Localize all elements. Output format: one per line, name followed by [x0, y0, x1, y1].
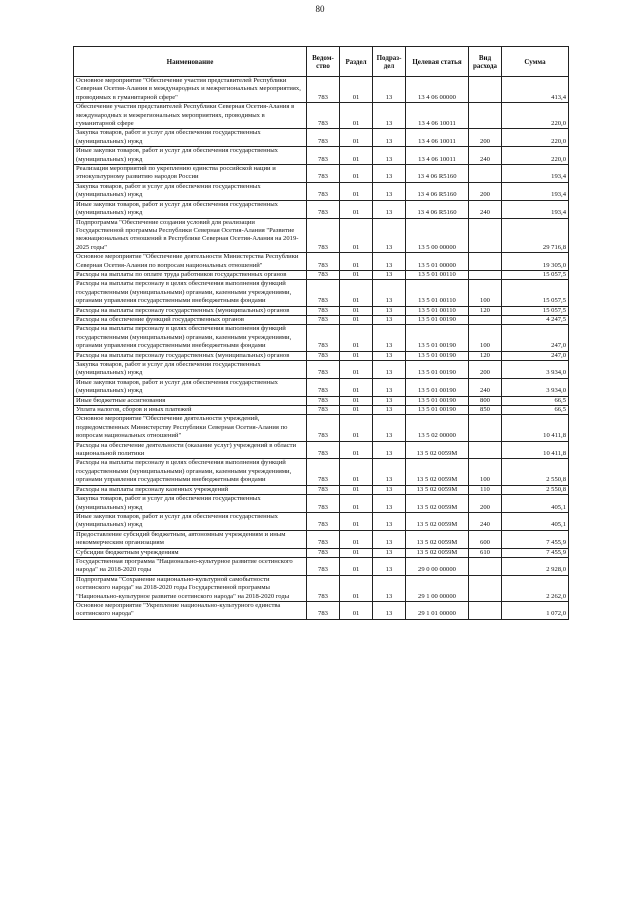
cell-target: 13 4 06 10011: [406, 147, 469, 165]
table-row: [74, 103, 569, 129]
cell-name: Расходы на обеспечение функций государственных органов: [74, 315, 307, 324]
cell-section: 01: [340, 147, 373, 165]
cell-subsection: 13: [373, 200, 406, 218]
cell-dept: 783: [307, 147, 340, 165]
cell-subsection: 13: [373, 129, 406, 147]
table-row: [74, 129, 569, 147]
cell-section: 01: [340, 306, 373, 315]
cell-exptype: 610: [469, 548, 502, 557]
table-row: [74, 495, 569, 513]
cell-dept: 783: [307, 306, 340, 315]
cell-dept: 783: [307, 325, 340, 351]
cell-target: 13 5 01 00190: [406, 315, 469, 324]
cell-section: 01: [340, 485, 373, 494]
table-row: [74, 77, 569, 103]
table-row: [74, 512, 569, 530]
cell-subsection: 13: [373, 485, 406, 494]
cell-name: Расходы на выплаты персоналу в целях обеспечения выполнения функций государственными (муниципальными) органами, казенными учреждениями, органами управления государственными внебюджетными фондами: [74, 325, 307, 351]
cell-section: 01: [340, 406, 373, 415]
cell-target: 13 5 02 0059М: [406, 530, 469, 548]
cell-sum: 15 057,5: [502, 306, 569, 315]
cell-name: Расходы на выплаты персоналу государственных (муниципальных) органов: [74, 306, 307, 315]
cell-name: Реализация мероприятий по укреплению единства российской нации и этнокультурному развитию народов России: [74, 165, 307, 183]
cell-sum: 66,5: [502, 396, 569, 405]
cell-dept: 783: [307, 200, 340, 218]
cell-name: Расходы на выплаты персоналу казенных учреждений: [74, 485, 307, 494]
header-target: Целевая статья: [406, 47, 469, 77]
cell-dept: 783: [307, 270, 340, 279]
cell-name: Субсидии бюджетным учреждениям: [74, 548, 307, 557]
cell-sum: 4 247,5: [502, 315, 569, 324]
cell-target: 29 1 00 00000: [406, 575, 469, 601]
cell-section: 01: [340, 77, 373, 103]
table-row: [74, 315, 569, 324]
cell-sum: 2 550,8: [502, 459, 569, 485]
cell-subsection: 13: [373, 351, 406, 360]
cell-name: Иные закупки товаров, работ и услуг для обеспечения государственных (муниципальных) нужд: [74, 512, 307, 530]
table-body: [74, 77, 569, 620]
cell-target: 13 5 02 0059М: [406, 495, 469, 513]
cell-exptype: [469, 575, 502, 601]
cell-dept: 783: [307, 495, 340, 513]
cell-section: 01: [340, 415, 373, 441]
cell-dept: 783: [307, 485, 340, 494]
cell-target: 13 5 01 00190: [406, 378, 469, 396]
table-row: [74, 200, 569, 218]
cell-section: 01: [340, 165, 373, 183]
cell-sum: 193,4: [502, 182, 569, 200]
cell-sum: 7 455,9: [502, 530, 569, 548]
cell-target: 13 5 01 00190: [406, 406, 469, 415]
cell-subsection: 13: [373, 512, 406, 530]
cell-exptype: 240: [469, 147, 502, 165]
cell-exptype: [469, 315, 502, 324]
cell-subsection: 13: [373, 182, 406, 200]
cell-name: Основное мероприятие "Обеспечение участия представителей Республики Северная Осетия-Алания в международных и межрегиональных мероприятиях, проводимых в гуманитарной сфере": [74, 77, 307, 103]
cell-sum: 7 455,9: [502, 548, 569, 557]
cell-target: 13 5 02 0059М: [406, 441, 469, 459]
cell-name: Уплата налогов, сборов и иных платежей: [74, 406, 307, 415]
cell-section: 01: [340, 103, 373, 129]
cell-name: Расходы на обеспечение деятельности (оказание услуг) учреждений в области национальной политики: [74, 441, 307, 459]
cell-exptype: 120: [469, 306, 502, 315]
cell-exptype: [469, 270, 502, 279]
cell-exptype: 240: [469, 200, 502, 218]
cell-exptype: 240: [469, 378, 502, 396]
cell-subsection: 13: [373, 601, 406, 619]
cell-name: Подпрограмма "Обеспечение создания условий для реализации Государственной программы Республики Северная Осетия-Алания "Развитие межнациональных отношений в Республике Северная Осетия-Алания на 2019-2025 годы": [74, 218, 307, 253]
cell-sum: 3 934,0: [502, 378, 569, 396]
cell-section: 01: [340, 575, 373, 601]
cell-exptype: [469, 77, 502, 103]
cell-subsection: 13: [373, 575, 406, 601]
cell-section: 01: [340, 601, 373, 619]
cell-name: Государственная программа "Национально-культурное развитие осетинского народа" на 2018-2020 годы: [74, 557, 307, 575]
cell-subsection: 13: [373, 361, 406, 379]
table-row: [74, 218, 569, 253]
cell-target: 29 1 01 00000: [406, 601, 469, 619]
cell-section: 01: [340, 441, 373, 459]
cell-dept: 783: [307, 575, 340, 601]
cell-target: 13 5 01 00190: [406, 396, 469, 405]
cell-dept: 783: [307, 182, 340, 200]
cell-target: 13 4 06 00000: [406, 77, 469, 103]
cell-exptype: 200: [469, 129, 502, 147]
cell-exptype: 850: [469, 406, 502, 415]
table-row: [74, 459, 569, 485]
table-row: [74, 253, 569, 271]
cell-dept: 783: [307, 129, 340, 147]
cell-section: 01: [340, 218, 373, 253]
cell-sum: 2 928,0: [502, 557, 569, 575]
header-row: [74, 47, 569, 77]
cell-dept: 783: [307, 415, 340, 441]
cell-target: 13 5 01 00110: [406, 280, 469, 306]
cell-section: 01: [340, 396, 373, 405]
cell-target: 13 5 01 00190: [406, 351, 469, 360]
cell-exptype: 240: [469, 512, 502, 530]
cell-dept: 783: [307, 280, 340, 306]
cell-target: 13 5 02 00000: [406, 415, 469, 441]
table-row: [74, 530, 569, 548]
cell-name: Иные закупки товаров, работ и услуг для обеспечения государственных (муниципальных) нужд: [74, 147, 307, 165]
cell-exptype: 110: [469, 485, 502, 494]
table-row: [74, 361, 569, 379]
cell-subsection: 13: [373, 147, 406, 165]
page-number: 80: [315, 4, 325, 14]
cell-subsection: 13: [373, 165, 406, 183]
table-row: [74, 378, 569, 396]
cell-section: 01: [340, 351, 373, 360]
cell-dept: 783: [307, 378, 340, 396]
cell-target: 13 5 02 0059М: [406, 512, 469, 530]
cell-exptype: 200: [469, 495, 502, 513]
cell-exptype: 800: [469, 396, 502, 405]
cell-dept: 783: [307, 441, 340, 459]
cell-section: 01: [340, 200, 373, 218]
cell-dept: 783: [307, 396, 340, 405]
cell-section: 01: [340, 548, 373, 557]
cell-section: 01: [340, 280, 373, 306]
cell-section: 01: [340, 530, 373, 548]
table-row: [74, 601, 569, 619]
cell-sum: 413,4: [502, 77, 569, 103]
header-subsection: Подраз-дел: [373, 47, 406, 77]
table-row: [74, 306, 569, 315]
cell-section: 01: [340, 361, 373, 379]
cell-subsection: 13: [373, 378, 406, 396]
cell-subsection: 13: [373, 280, 406, 306]
header-name: Наименование: [74, 47, 307, 77]
table-row: [74, 415, 569, 441]
cell-sum: 405,1: [502, 512, 569, 530]
cell-section: 01: [340, 315, 373, 324]
cell-name: Предоставление субсидий бюджетным, автономным учреждениям и иным некоммерческим организациям: [74, 530, 307, 548]
header-exptype: Вид расхода: [469, 47, 502, 77]
cell-exptype: 600: [469, 530, 502, 548]
table-row: [74, 548, 569, 557]
cell-exptype: 200: [469, 361, 502, 379]
cell-subsection: 13: [373, 218, 406, 253]
cell-target: 29 0 00 00000: [406, 557, 469, 575]
table-row: [74, 182, 569, 200]
cell-name: Иные закупки товаров, работ и услуг для обеспечения государственных (муниципальных) нужд: [74, 378, 307, 396]
cell-sum: 220,0: [502, 147, 569, 165]
cell-subsection: 13: [373, 495, 406, 513]
cell-name: Закупка товаров, работ и услуг для обеспечения государственных (муниципальных) нужд: [74, 361, 307, 379]
cell-target: 13 4 06 R5160: [406, 182, 469, 200]
cell-exptype: [469, 103, 502, 129]
cell-name: Подпрограмма "Сохранение национально-культурной самобытности осетинского народа" на 2018-2020 годы Государственной программы "Национально-культурное развитие осетинского народа" на 2018-2020 годы: [74, 575, 307, 601]
cell-sum: 10 411,8: [502, 441, 569, 459]
cell-exptype: [469, 601, 502, 619]
table-row: [74, 351, 569, 360]
cell-exptype: [469, 441, 502, 459]
cell-exptype: 200: [469, 182, 502, 200]
cell-name: Расходы на выплаты персоналу в целях обеспечения выполнения функций государственными (муниципальными) органами, казенными учреждениями, органами управления государственными внебюджетными фондами: [74, 459, 307, 485]
cell-dept: 783: [307, 253, 340, 271]
cell-exptype: 100: [469, 459, 502, 485]
cell-dept: 783: [307, 459, 340, 485]
cell-dept: 783: [307, 557, 340, 575]
table-row: [74, 280, 569, 306]
cell-name: Расходы на выплаты по оплате труда работников государственных органов: [74, 270, 307, 279]
header-dept: Ведом-ство: [307, 47, 340, 77]
cell-subsection: 13: [373, 77, 406, 103]
cell-sum: 2 262,0: [502, 575, 569, 601]
cell-subsection: 13: [373, 396, 406, 405]
cell-subsection: 13: [373, 103, 406, 129]
cell-target: 13 5 00 00000: [406, 218, 469, 253]
table-row: [74, 575, 569, 601]
cell-exptype: 100: [469, 280, 502, 306]
header-sum: Сумма: [502, 47, 569, 77]
cell-sum: 220,0: [502, 103, 569, 129]
cell-sum: 15 057,5: [502, 280, 569, 306]
cell-dept: 783: [307, 512, 340, 530]
table-row: [74, 396, 569, 405]
table-row: [74, 325, 569, 351]
cell-exptype: 100: [469, 325, 502, 351]
cell-sum: 29 716,8: [502, 218, 569, 253]
table-row: [74, 165, 569, 183]
cell-name: Основное мероприятие "Обеспечение деятельности Министерства Республики Северная Осетия-Алания по вопросам национальных отношений": [74, 253, 307, 271]
cell-subsection: 13: [373, 530, 406, 548]
cell-target: 13 5 02 0059М: [406, 548, 469, 557]
cell-dept: 783: [307, 351, 340, 360]
cell-name: Закупка товаров, работ и услуг для обеспечения государственных (муниципальных) нужд: [74, 495, 307, 513]
cell-name: Расходы на выплаты персоналу государственных (муниципальных) органов: [74, 351, 307, 360]
cell-sum: 405,1: [502, 495, 569, 513]
table-row: [74, 406, 569, 415]
cell-section: 01: [340, 557, 373, 575]
cell-subsection: 13: [373, 253, 406, 271]
cell-dept: 783: [307, 218, 340, 253]
cell-target: 13 5 02 0059М: [406, 459, 469, 485]
table-row: [74, 441, 569, 459]
cell-sum: 193,4: [502, 200, 569, 218]
cell-section: 01: [340, 182, 373, 200]
cell-section: 01: [340, 495, 373, 513]
table-header: [74, 47, 569, 77]
cell-section: 01: [340, 270, 373, 279]
cell-section: 01: [340, 129, 373, 147]
cell-sum: 247,0: [502, 325, 569, 351]
cell-target: 13 5 01 00110: [406, 306, 469, 315]
cell-name: Иные бюджетные ассигнования: [74, 396, 307, 405]
cell-name: Обеспечение участия представителей Республики Северная Осетия-Алания в международных и межрегиональных мероприятиях, проводимых в гуманитарной сфере: [74, 103, 307, 129]
cell-subsection: 13: [373, 306, 406, 315]
cell-sum: 1 072,0: [502, 601, 569, 619]
cell-target: 13 5 02 0059М: [406, 485, 469, 494]
cell-name: Иные закупки товаров, работ и услуг для обеспечения государственных (муниципальных) нужд: [74, 200, 307, 218]
cell-sum: 19 305,0: [502, 253, 569, 271]
table-row: [74, 485, 569, 494]
cell-name: Основное мероприятие "Укрепление национально-культурного единства осетинского народа": [74, 601, 307, 619]
cell-target: 13 5 01 00000: [406, 253, 469, 271]
cell-dept: 783: [307, 406, 340, 415]
cell-sum: 2 550,8: [502, 485, 569, 494]
cell-subsection: 13: [373, 270, 406, 279]
cell-dept: 783: [307, 361, 340, 379]
cell-sum: 220,0: [502, 129, 569, 147]
cell-target: 13 4 06 R5160: [406, 200, 469, 218]
cell-exptype: 120: [469, 351, 502, 360]
cell-sum: 193,4: [502, 165, 569, 183]
cell-subsection: 13: [373, 406, 406, 415]
cell-name: Закупка товаров, работ и услуг для обеспечения государственных (муниципальных) нужд: [74, 129, 307, 147]
table-row: [74, 557, 569, 575]
cell-subsection: 13: [373, 315, 406, 324]
cell-exptype: [469, 253, 502, 271]
cell-section: 01: [340, 512, 373, 530]
cell-exptype: [469, 415, 502, 441]
cell-subsection: 13: [373, 548, 406, 557]
cell-subsection: 13: [373, 441, 406, 459]
cell-section: 01: [340, 253, 373, 271]
cell-dept: 783: [307, 165, 340, 183]
cell-subsection: 13: [373, 459, 406, 485]
cell-dept: 783: [307, 315, 340, 324]
cell-dept: 783: [307, 548, 340, 557]
table-row: [74, 270, 569, 279]
cell-sum: 15 057,5: [502, 270, 569, 279]
cell-name: Закупка товаров, работ и услуг для обеспечения государственных (муниципальных) нужд: [74, 182, 307, 200]
cell-section: 01: [340, 459, 373, 485]
cell-section: 01: [340, 325, 373, 351]
cell-sum: 247,0: [502, 351, 569, 360]
cell-target: 13 4 06 R5160: [406, 165, 469, 183]
cell-dept: 783: [307, 77, 340, 103]
cell-dept: 783: [307, 601, 340, 619]
cell-subsection: 13: [373, 415, 406, 441]
cell-sum: 10 411,8: [502, 415, 569, 441]
header-section: Раздел: [340, 47, 373, 77]
budget-table: [73, 46, 569, 620]
cell-dept: 783: [307, 103, 340, 129]
table-row: [74, 147, 569, 165]
cell-dept: 783: [307, 530, 340, 548]
cell-section: 01: [340, 378, 373, 396]
cell-target: 13 5 01 00110: [406, 270, 469, 279]
cell-name: Расходы на выплаты персоналу в целях обеспечения выполнения функций государственными (муниципальными) органами, казенными учреждениями, органами управления государственными внебюджетными фондами: [74, 280, 307, 306]
cell-subsection: 13: [373, 557, 406, 575]
cell-target: 13 5 01 00190: [406, 361, 469, 379]
cell-sum: 3 934,0: [502, 361, 569, 379]
cell-exptype: [469, 557, 502, 575]
cell-exptype: [469, 165, 502, 183]
cell-target: 13 4 06 10011: [406, 103, 469, 129]
cell-exptype: [469, 218, 502, 253]
cell-target: 13 5 01 00190: [406, 325, 469, 351]
cell-name: Основное мероприятие "Обеспечение деятельности учреждений, подведомственных Министерству Республики Северная Осетия-Алания по вопросам национальных отношений": [74, 415, 307, 441]
cell-subsection: 13: [373, 325, 406, 351]
cell-sum: 66,5: [502, 406, 569, 415]
cell-target: 13 4 06 10011: [406, 129, 469, 147]
